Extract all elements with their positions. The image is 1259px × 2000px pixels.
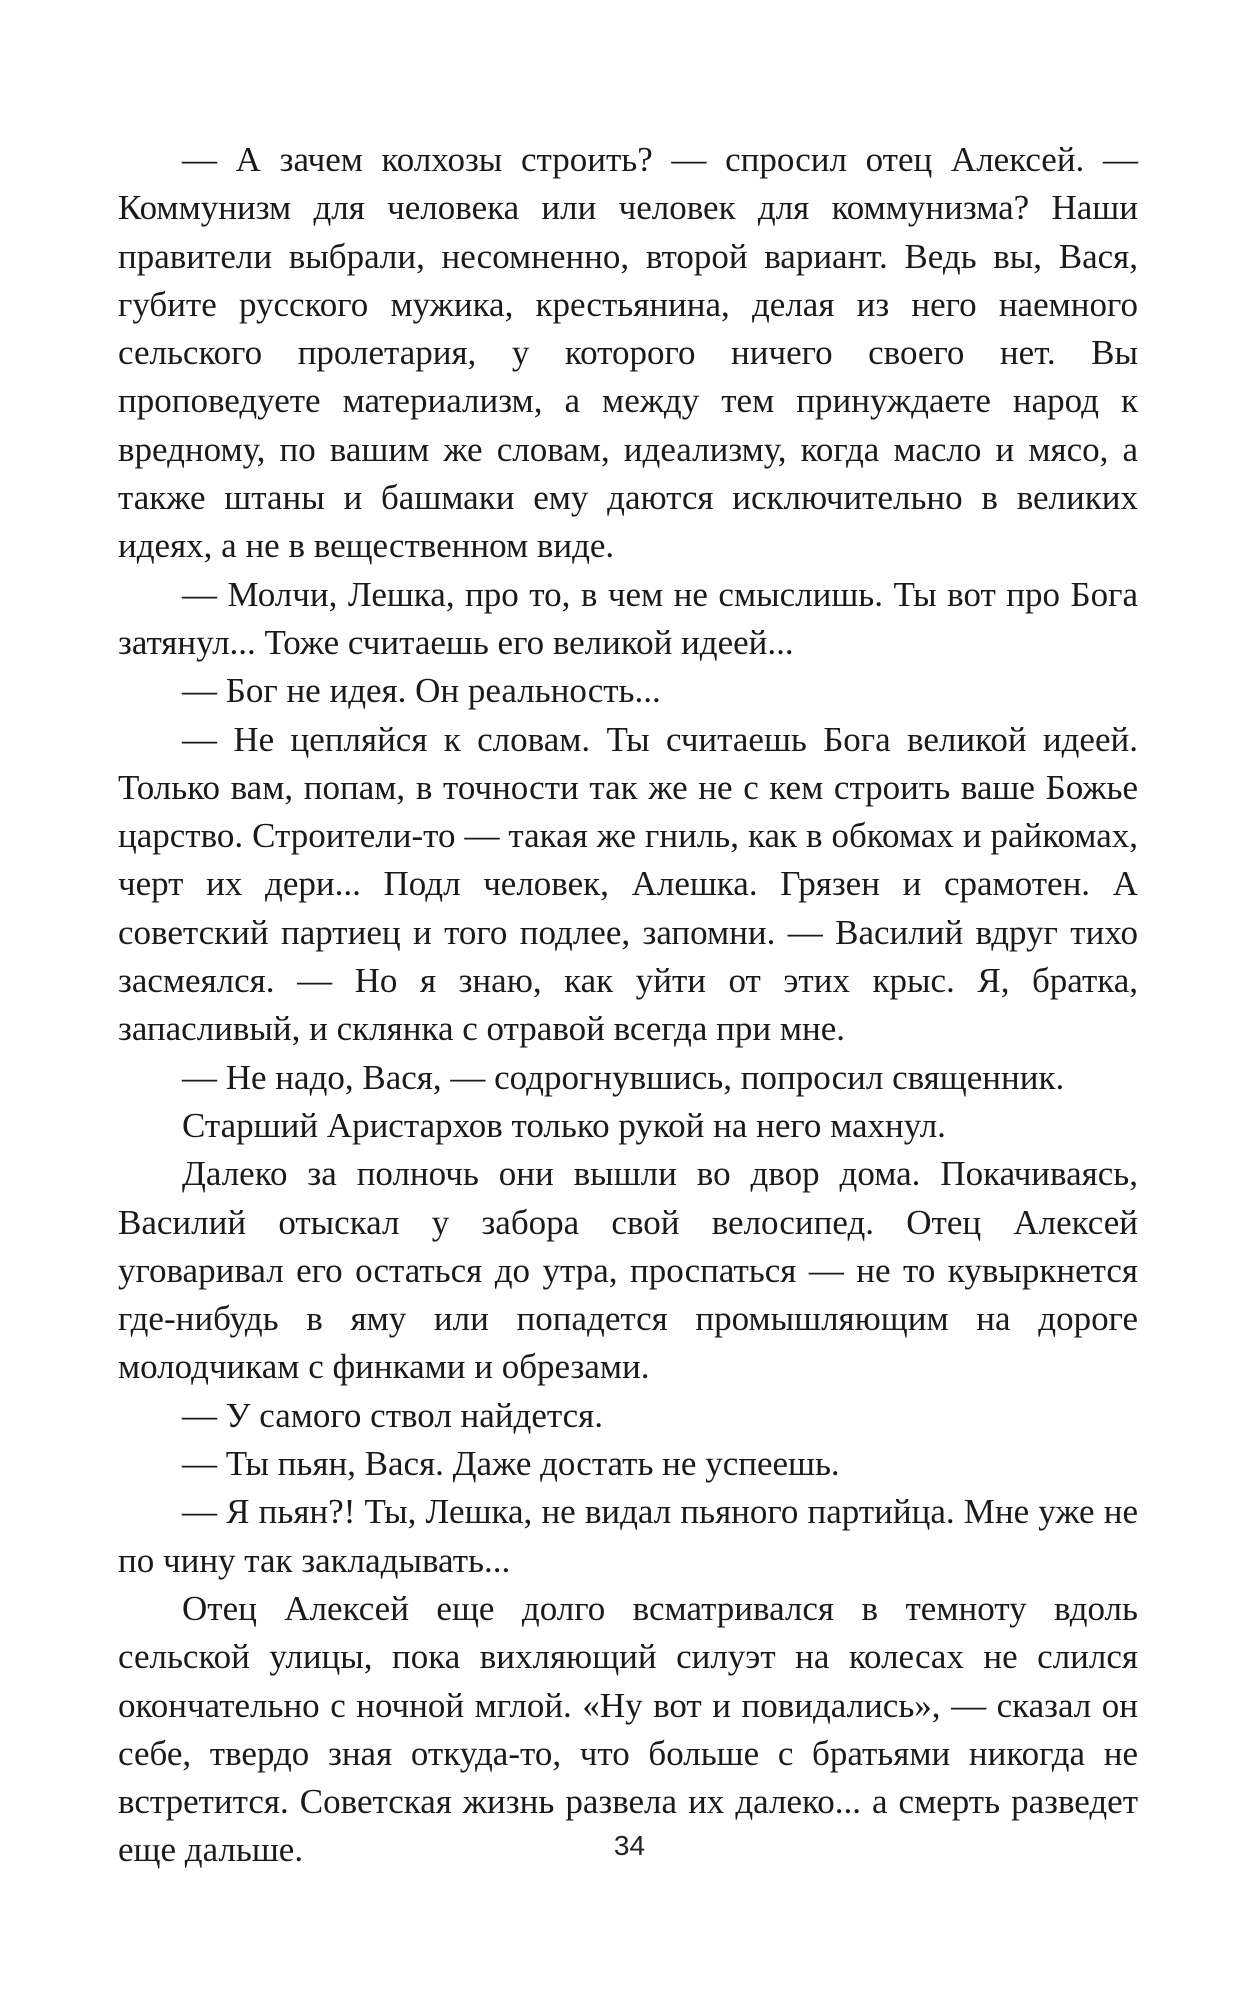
paragraph: Отец Алексей еще долго всматривался в темноту вдоль сельской улицы, пока вихляющий силуэт на колесах не слился окончательно с ночной мглой. «Ну вот и повидались», — сказал он себе, твердо зная откуда-то, что больше с братьями никогда не встретится. Советская жизнь развела их далеко... а смерть разведет еще дальше.	[118, 1588, 1138, 1870]
paragraph: — Не надо, Вася, — содрогнувшись, попросил священник.	[182, 1057, 1065, 1097]
paragraph: — Молчи, Лешка, про то, в чем не смыслишь. Ты вот про Бога затянул... Тоже считаешь его великой идеей...	[118, 574, 1138, 662]
paragraph: — Не цепляйся к словам. Ты считаешь Бога великой идеей. Только вам, попам, в точности так же не с кем строить ваше Божье царство. Строители-то — такая же гниль, как в обкомах и райкомах, черт их дери... Подл человек, Алешка. Грязен и срамотен. А советский партиец и того подлее, запомни. — Василий вдруг тихо засмеялся. — Но я знаю, как уйти от этих крыс. Я, братка, запасливый, и склянка с отравой всегда при мне.	[118, 719, 1138, 1049]
paragraph: Старший Аристархов только рукой на него махнул.	[182, 1105, 946, 1145]
paragraph: — Бог не идея. Он реальность...	[182, 671, 661, 711]
paragraph: Далеко за полночь они вышли во двор дома. Покачиваясь, Василий отыскал у забора свой велосипед. Отец Алексей уговаривал его остаться до утра, проспаться — не то кувыркнется где-нибудь в яму или попадется промышляющим на дороге молодчикам с финками и обрезами.	[118, 1154, 1138, 1387]
paragraph: — Я пьян?! Ты, Лешка, не видал пьяного партийца. Мне уже не по чину так закладывать...	[118, 1492, 1138, 1580]
body-text	[118, 136, 1138, 1875]
paragraph: — У самого ствол найдется.	[182, 1395, 603, 1435]
paragraph: — А зачем колхозы строить? — спросил отец Алексей. — Коммунизм для человека или человек для коммунизма? Наши правители выбрали, несомненно, второй вариант. Ведь вы, Вася, губите русского мужика, крестьянина, делая из него наемного сельского пролетария, у которого ничего своего нет. Вы проповедуете материализм, а между тем принуждаете народ к вредному, по вашим же словам, идеализму, когда масло и мясо, а также штаны и башмаки ему даются исключительно в великих идеях, а не в вещественном виде.	[118, 140, 1138, 566]
page-number: 34	[613, 1830, 646, 1861]
paragraph: — Ты пьян, Вася. Даже достать не успеешь.	[182, 1444, 840, 1484]
